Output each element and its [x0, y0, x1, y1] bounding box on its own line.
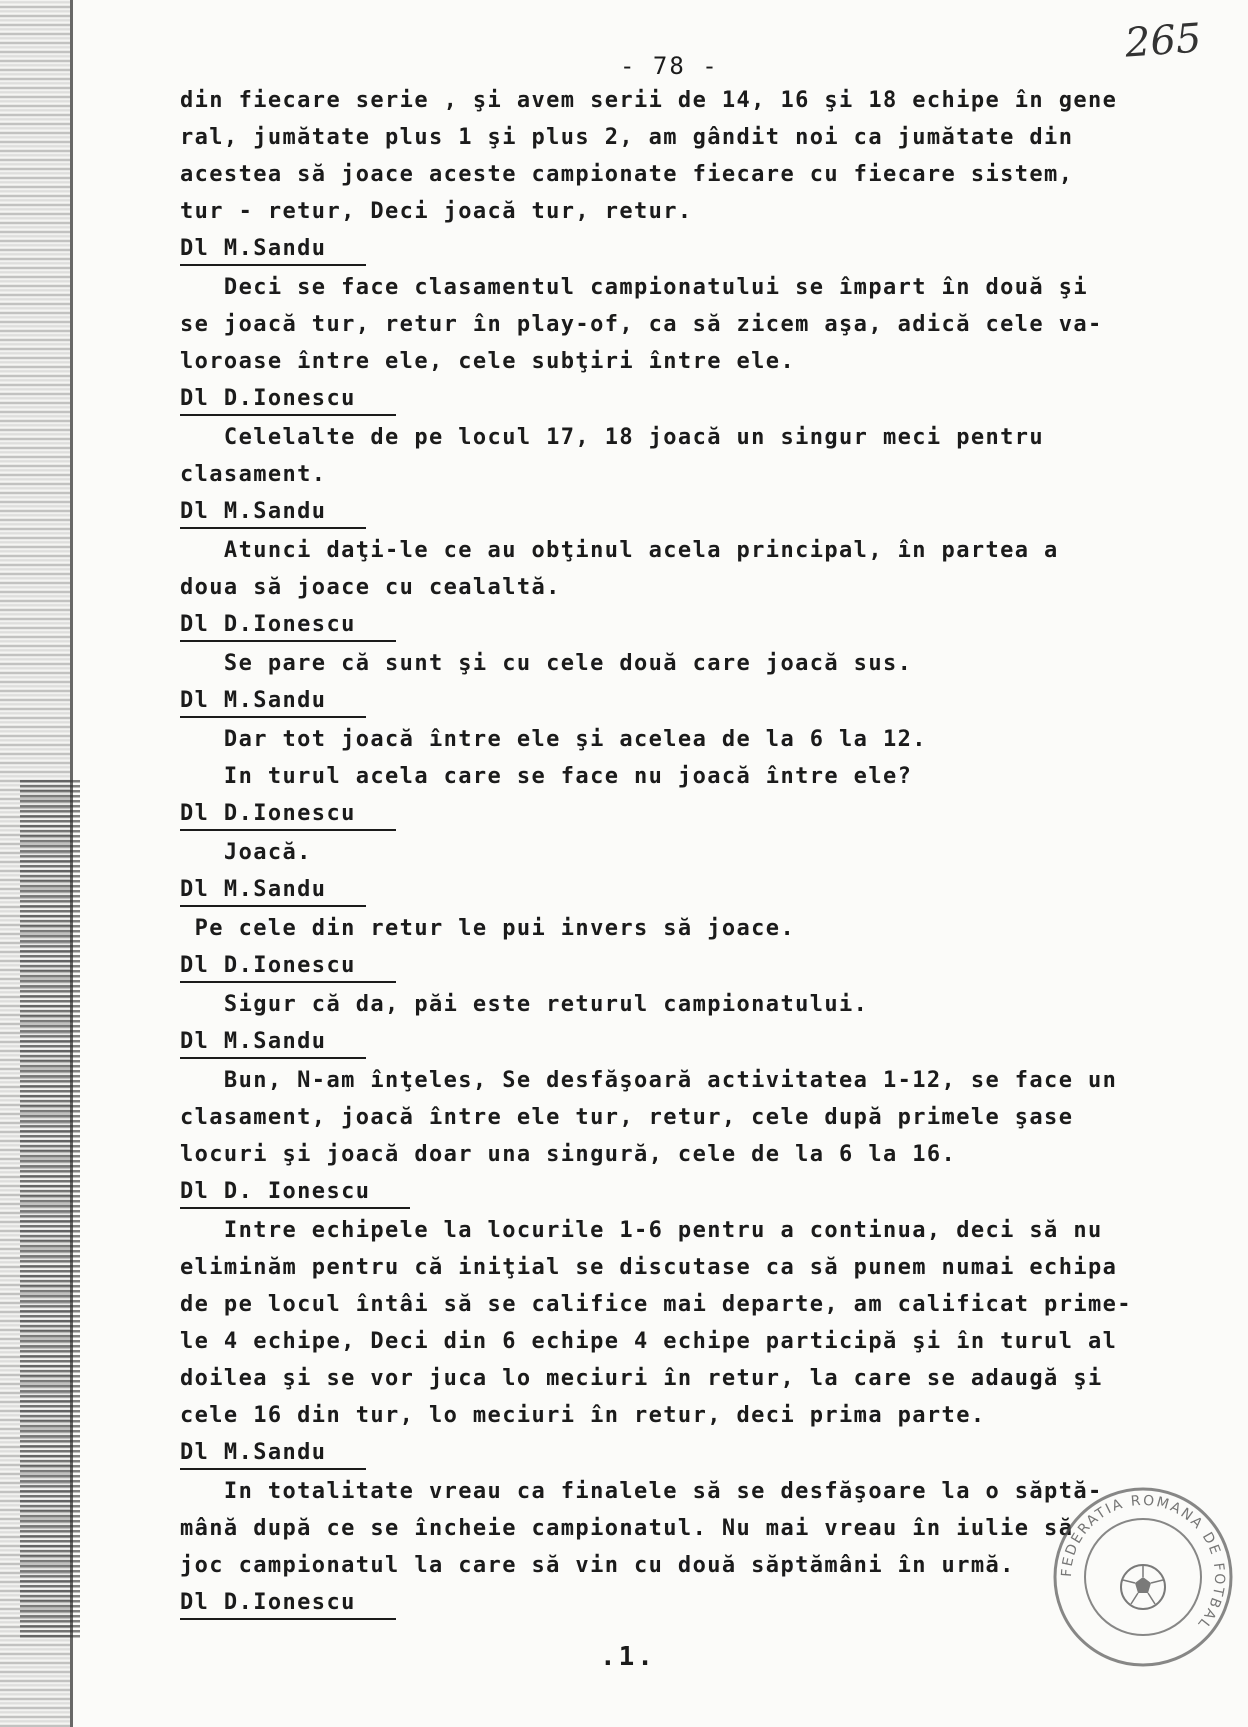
speaker-row: [180, 1023, 1210, 1062]
text-line: In totalitate vreau ca finalele să se desfăşoare la o săptă-: [180, 1479, 1103, 1504]
stamp-text: FEDERATIA ROMANA DE FOTBAL: [1058, 1492, 1228, 1633]
text-line: acestea să joace aceste campionate fiecare cu fiecare sistem,: [180, 162, 1074, 187]
text-line: Celelalte de pe locul 17, 18 joacă un singur meci pentru: [180, 425, 1045, 450]
speaker-row: [180, 795, 1210, 834]
speaker-name: Dl D.Ionescu: [180, 384, 396, 416]
text-line: clasament.: [180, 462, 327, 487]
binding-line: [70, 0, 73, 1727]
speaker-row: [180, 380, 1210, 419]
speaker-row: [180, 947, 1210, 986]
speaker-name: Dl D.Ionescu: [180, 951, 396, 983]
transcript-body: [180, 82, 1210, 1623]
text-line: Sigur că da, păi este returul campionatului.: [180, 992, 869, 1017]
speaker-name: Dl M.Sandu: [180, 1438, 366, 1470]
text-line: Dar tot joacă între ele şi acelea de la 6 la 12.: [180, 727, 927, 752]
text-line: tur - retur, Deci joacă tur, retur.: [180, 199, 693, 224]
speaker-name: Dl M.Sandu: [180, 875, 366, 907]
text-line: ral, jumătate plus 1 şi plus 2, am gândit noi ca jumătate din: [180, 125, 1074, 150]
text-line: mână după ce se încheie campionatul. Nu mai vreau în iulie să: [180, 1516, 1074, 1541]
page-number: - 78 -: [620, 52, 719, 80]
text-line: Intre echipele la locurile 1-6 pentru a continua, deci să nu: [180, 1218, 1103, 1243]
text-line: joc campionatul la care să vin cu două săptămâni în urmă.: [180, 1553, 1015, 1578]
text-line: doilea şi se vor juca lo meciuri în retur, la care se adaugă şi: [180, 1366, 1103, 1391]
text-line: se joacă tur, retur în play-of, ca să zicem aşa, adică cele va-: [180, 312, 1103, 337]
speaker-row: [180, 606, 1210, 645]
speaker-row: [180, 493, 1210, 532]
text-line: clasament, joacă între ele tur, retur, cele după primele şase: [180, 1105, 1074, 1130]
text-line: doua să joace cu cealaltă.: [180, 575, 561, 600]
text-line: Deci se face clasamentul campionatului se împart în două şi: [180, 275, 1088, 300]
speaker-row: [180, 682, 1210, 721]
text-line: loroase între ele, cele subţiri între ele.: [180, 349, 796, 374]
speaker-name: Dl D.Ionescu: [180, 799, 396, 831]
speaker-name: Dl M.Sandu: [180, 234, 366, 266]
speaker-name: Dl D.Ionescu: [180, 1588, 396, 1620]
text-line: Atunci daţi-le ce au obţinul acela principal, în partea a: [180, 538, 1059, 563]
text-line: Pe cele din retur le pui invers să joace.: [180, 916, 796, 941]
text-line: le 4 echipe, Deci din 6 echipe 4 echipe participă şi în turul al: [180, 1329, 1118, 1354]
archive-number: 265: [1123, 15, 1203, 67]
text-line: din fiecare serie , şi avem serii de 14, 16 şi 18 echipe în gene: [180, 88, 1118, 113]
speaker-row: [180, 1173, 1210, 1212]
text-line: cele 16 din tur, lo meciuri în retur, deci prima parte.: [180, 1403, 986, 1428]
speaker-name: Dl M.Sandu: [180, 497, 366, 529]
text-line: Se pare că sunt şi cu cele două care joacă sus.: [180, 651, 913, 676]
speaker-name: Dl M.Sandu: [180, 1027, 366, 1059]
text-line: Bun, N-am înţeles, Se desfăşoară activitatea 1-12, se face un: [180, 1068, 1118, 1093]
speaker-name: Dl M.Sandu: [180, 686, 366, 718]
speaker-name: Dl D. Ionescu: [180, 1177, 410, 1209]
speaker-name: Dl D.Ionescu: [180, 610, 396, 642]
text-line: locuri şi joacă doar una singură, cele de la 6 la 16.: [180, 1142, 957, 1167]
footer-mark: .1.: [600, 1642, 656, 1672]
speaker-row: [180, 871, 1210, 910]
svg-text:FEDERATIA ROMANA DE FOTBAL: [1059, 1493, 1227, 1633]
text-line: de pe locul întâi să se califice mai departe, am calificat prime-: [180, 1292, 1132, 1317]
federation-stamp: [1048, 1482, 1238, 1672]
text-line: In turul acela care se face nu joacă între ele?: [180, 764, 913, 789]
football-icon: [1121, 1565, 1165, 1609]
text-line: eliminăm pentru că iniţial se discutase ca să punem numai echipa: [180, 1255, 1118, 1280]
text-line: Joacă.: [180, 840, 312, 865]
speaker-row: [180, 1434, 1210, 1473]
speaker-row: [180, 230, 1210, 269]
